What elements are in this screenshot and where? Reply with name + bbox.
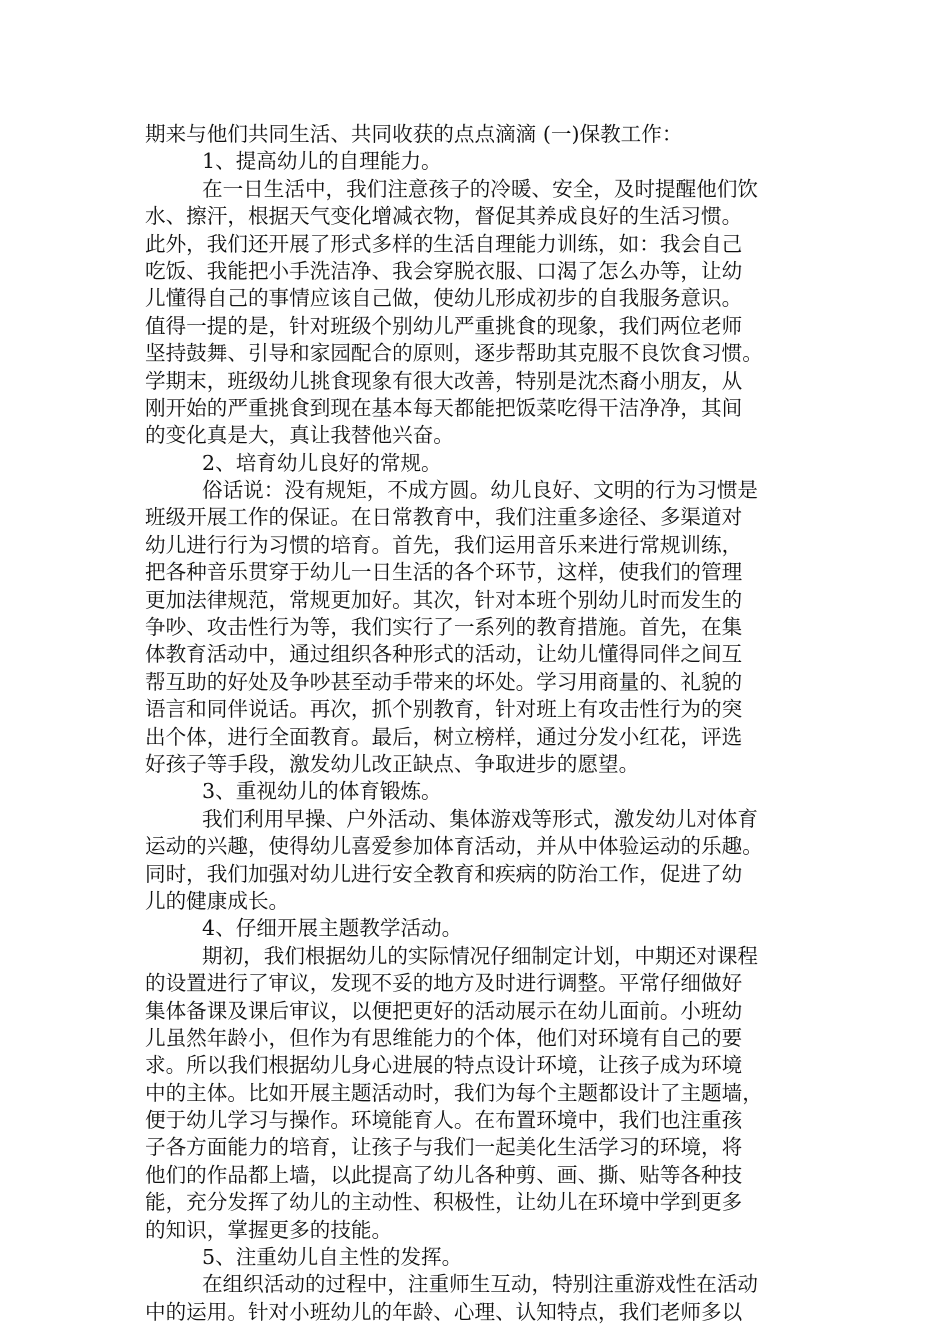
text-line: 运动的兴趣，使得幼儿喜爱参加体育活动，并从中体验运动的乐趣。 (145, 834, 763, 859)
text-line: 坚持鼓舞、引导和家园配合的原则，逐步帮助其克服不良饮食习惯。 (145, 341, 763, 366)
text-line: 体教育活动中，通过组织各种形式的活动，让幼儿懂得同伴之间互 (145, 642, 743, 667)
text-line: 2、培育幼儿良好的常规。 (202, 450, 442, 475)
text-line: 便于幼儿学习与操作。环境能育人。在布置环境中，我们也注重孩 (145, 1108, 743, 1133)
text-line: 在组织活动的过程中，注重师生互动，特别注重游戏性在活动 (202, 1272, 759, 1297)
text-line: 学期末，班级幼儿挑食现象有很大改善，特别是沈杰裔小朋友，从 (145, 368, 743, 393)
text-line: 值得一提的是，针对班级个别幼儿严重挑食的现象，我们两位老师 (145, 313, 743, 338)
text-line: 期来与他们共同生活、共同收获的点点滴滴 (一)保教工作： (145, 122, 683, 146)
text-line: 5、注重幼儿自主性的发挥。 (202, 1245, 463, 1270)
text-line: 在一日生活中，我们注意孩子的冷暖、安全，及时提醒他们饮 (202, 176, 759, 201)
text-line: 此外，我们还开展了形式多样的生活自理能力训练，如：我会自己 (145, 231, 743, 256)
text-line: 争吵、攻击性行为等，我们实行了一系列的教育措施。首先，在集 (145, 615, 743, 640)
text-line: 刚开始的严重挑食到现在基本每天都能把饭菜吃得干洁净净，其间 (145, 395, 743, 420)
text-line: 的设置进行了审议，发现不妥的地方及时进行调整。平常仔细做好 (145, 971, 743, 996)
document-body (145, 121, 815, 1326)
text-line: 的变化真是大，真让我替他兴奋。 (145, 423, 454, 448)
text-line: 更加法律规范，常规更加好。其次，针对本班个别幼儿时而发生的 (145, 587, 743, 612)
text-line: 我们利用早操、户外活动、集体游戏等形式，激发幼儿对体育 (202, 806, 759, 831)
text-line: 把各种音乐贯穿于幼儿一日生活的各个环节，这样，使我们的管理 (145, 560, 743, 585)
text-line: 子各方面能力的培育，让孩子与我们一起美化生活学习的环境，将 (145, 1135, 743, 1160)
text-line: 他们的作品都上墙，以此提高了幼儿各种剪、画、撕、贴等各种技 (145, 1162, 743, 1187)
text-line: 出个体，进行全面教育。最后，树立榜样，通过分发小红花，评选 (145, 724, 743, 749)
text-line: 4、仔细开展主题教学活动。 (202, 916, 463, 941)
text-line: 帮互助的好处及争吵甚至动手带来的坏处。学习用商量的、礼貌的 (145, 669, 743, 694)
text-line: 求。所以我们根据幼儿身心进展的特点设计环境，让孩子成为环境 (145, 1053, 743, 1078)
text-line: 同时，我们加强对幼儿进行安全教育和疾病的防治工作，促进了幼 (145, 861, 743, 886)
text-line: 水、擦汗，根据天气变化增减衣物，督促其养成良好的生活习惯。 (145, 204, 743, 229)
text-line: 好孩子等手段，激发幼儿改正缺点、争取进步的愿望。 (145, 751, 640, 776)
text-line: 幼儿进行行为习惯的培育。首先，我们运用音乐来进行常规训练， (145, 532, 743, 557)
text-line: 俗话说：没有规矩，不成方圆。幼儿良好、文明的行为习惯是 (202, 478, 759, 503)
text-line: 期初，我们根据幼儿的实际情况仔细制定计划，中期还对课程 (202, 943, 759, 968)
text-line: 集体备课及课后审议，以便把更好的活动展示在幼儿面前。小班幼 (145, 998, 743, 1023)
text-line: 语言和同伴说话。再次，抓个别教育，针对班上有攻击性行为的突 (145, 697, 743, 722)
text-line: 1、提高幼儿的自理能力。 (202, 149, 442, 174)
text-line: 中的运用。针对小班幼儿的年龄、心理、认知特点，我们老师多以 (145, 1299, 743, 1324)
text-line: 儿懂得自己的事情应该自己做，使幼儿形成初步的自我服务意识。 (145, 286, 743, 311)
text-line: 的知识，掌握更多的技能。 (145, 1217, 393, 1242)
text-line: 班级开展工作的保证。在日常教育中，我们注重多途径、多渠道对 (145, 505, 743, 530)
text-line: 儿虽然年龄小，但作为有思维能力的个体，他们对环境有自己的要 (145, 1025, 743, 1050)
text-line: 儿的健康成长。 (145, 888, 290, 913)
text-line: 3、重视幼儿的体育锻炼。 (202, 779, 442, 804)
text-line: 中的主体。比如开展主题活动时，我们为每个主题都设计了主题墙， (145, 1080, 763, 1105)
text-line: 能，充分发挥了幼儿的主动性、积极性，让幼儿在环境中学到更多 (145, 1190, 743, 1215)
text-line: 吃饭、我能把小手洗洁净、我会穿脱衣服、口渴了怎么办等，让幼 (145, 258, 743, 283)
